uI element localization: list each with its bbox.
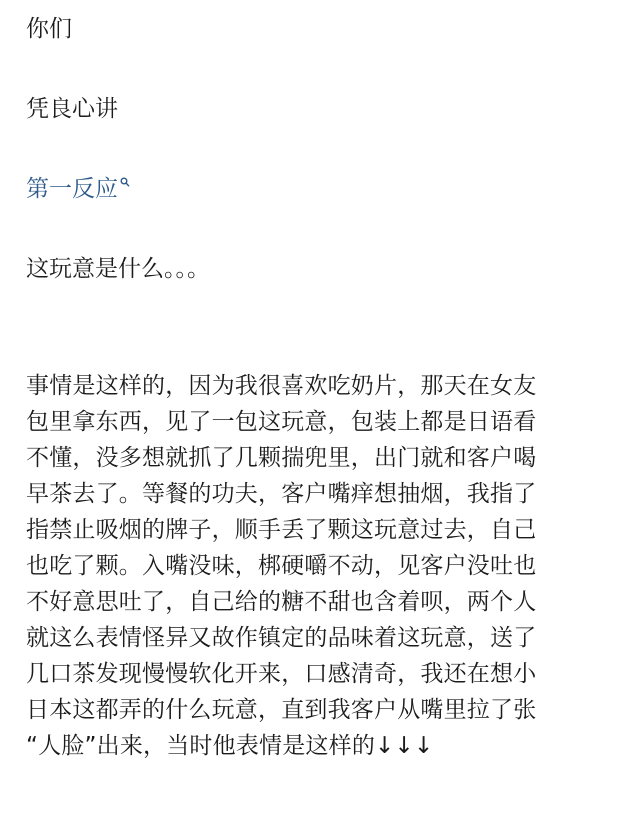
story-line: “人脸”出来，当时他表情是这样的↓↓↓ xyxy=(26,733,434,759)
story-line: 不懂，没多想就抓了几颗揣兜里，出门就和客户喝 xyxy=(26,445,537,471)
first-reaction-link[interactable] xyxy=(26,174,130,204)
story-line: 日本这都弄的什么玩意，直到我客户从嘴里拉了张 xyxy=(26,697,537,723)
search-icon xyxy=(120,177,130,189)
conscience-line: 凭良心讲 xyxy=(26,96,118,122)
story-line: 不好意思吐了，自己给的糖不甜也含着呗，两个人 xyxy=(26,589,537,615)
story-paragraph xyxy=(26,368,616,764)
story-line: 指禁止吸烟的牌子，顺手丢了颗这玩意过去，自己 xyxy=(26,517,537,543)
story-line: 几口茶发现慢慢软化开来，口感清奇，我还在想小 xyxy=(26,661,537,687)
story-line: 包里拿东西，见了一包这玩意，包装上都是日语看 xyxy=(26,409,537,435)
story-line: 就这么表情怪异又故作镇定的品味着这玩意，送了 xyxy=(26,625,537,651)
story-line: 早茶去了。等餐的功夫，客户嘴痒想抽烟，我指了 xyxy=(26,481,537,507)
opening-line: 你们 xyxy=(26,16,72,42)
question-line: 这玩意是什么。。。 xyxy=(26,256,210,282)
story-line: 也吃了颗。入嘴没味，梆硬嚼不动，见客户没吐也 xyxy=(26,553,537,579)
first-reaction-link-text[interactable]: 第一反应 xyxy=(26,176,118,202)
story-line: 事情是这样的，因为我很喜欢吃奶片，那天在女友 xyxy=(26,373,537,399)
